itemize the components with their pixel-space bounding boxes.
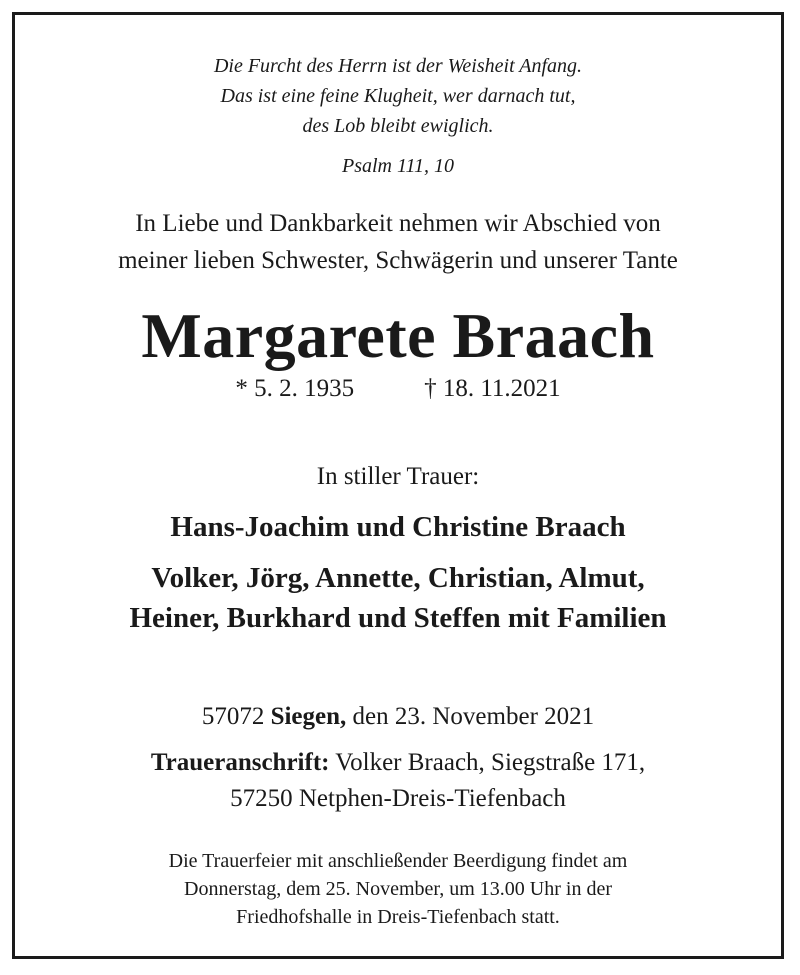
address-label: Traueranschrift:: [150, 749, 330, 776]
funeral-info: [15, 847, 781, 931]
funeral-line: Donnerstag, dem 25. November, um 13.00 Uhr in der: [184, 878, 612, 900]
farewell-intro: [15, 205, 781, 279]
bible-verse: [15, 51, 781, 141]
other-mourners: [15, 558, 781, 638]
place-city: Siegen,: [270, 703, 347, 730]
obituary-frame: [12, 12, 784, 959]
deceased-name: Margarete Braach: [141, 300, 655, 371]
intro-line: meiner lieben Schwester, Schwägerin und unserer Tante: [118, 247, 678, 274]
primary-mourners: Hans-Joachim und Christine Braach: [170, 511, 626, 543]
address-street: Volker Braach, Siegstraße 171,: [335, 749, 646, 776]
verse-line: des Lob bleibt ewiglich.: [302, 115, 494, 137]
place-and-date: [15, 699, 781, 735]
life-dates: [15, 371, 781, 407]
death-date: † 18. 11.2021: [424, 375, 561, 402]
verse-line: Die Furcht des Herrn ist der Weisheit Anfang.: [213, 55, 583, 77]
intro-line: In Liebe und Dankbarkeit nehmen wir Abschied von: [135, 210, 661, 237]
verse-line: Das ist eine feine Klugheit, wer darnach tut,: [220, 85, 576, 107]
mourning-heading: In stiller Trauer:: [316, 463, 480, 490]
verse-citation: Psalm 111, 10: [341, 155, 455, 177]
place-date: den 23. November 2021: [352, 703, 595, 730]
mourners-line: Heiner, Burkhard und Steffen mit Familien: [129, 602, 667, 634]
address-city: 57250 Netphen-Dreis-Tiefenbach: [230, 785, 566, 812]
birth-date: * 5. 2. 1935: [235, 375, 355, 402]
funeral-line: Die Trauerfeier mit anschließender Beerdigung findet am: [168, 850, 628, 872]
place-zip: 57072: [201, 703, 265, 730]
mourning-address: [15, 745, 781, 817]
address-line: [15, 745, 781, 781]
funeral-line: Friedhofshalle in Dreis-Tiefenbach statt.: [236, 906, 560, 928]
mourners-line: Volker, Jörg, Annette, Christian, Almut,: [151, 562, 645, 594]
